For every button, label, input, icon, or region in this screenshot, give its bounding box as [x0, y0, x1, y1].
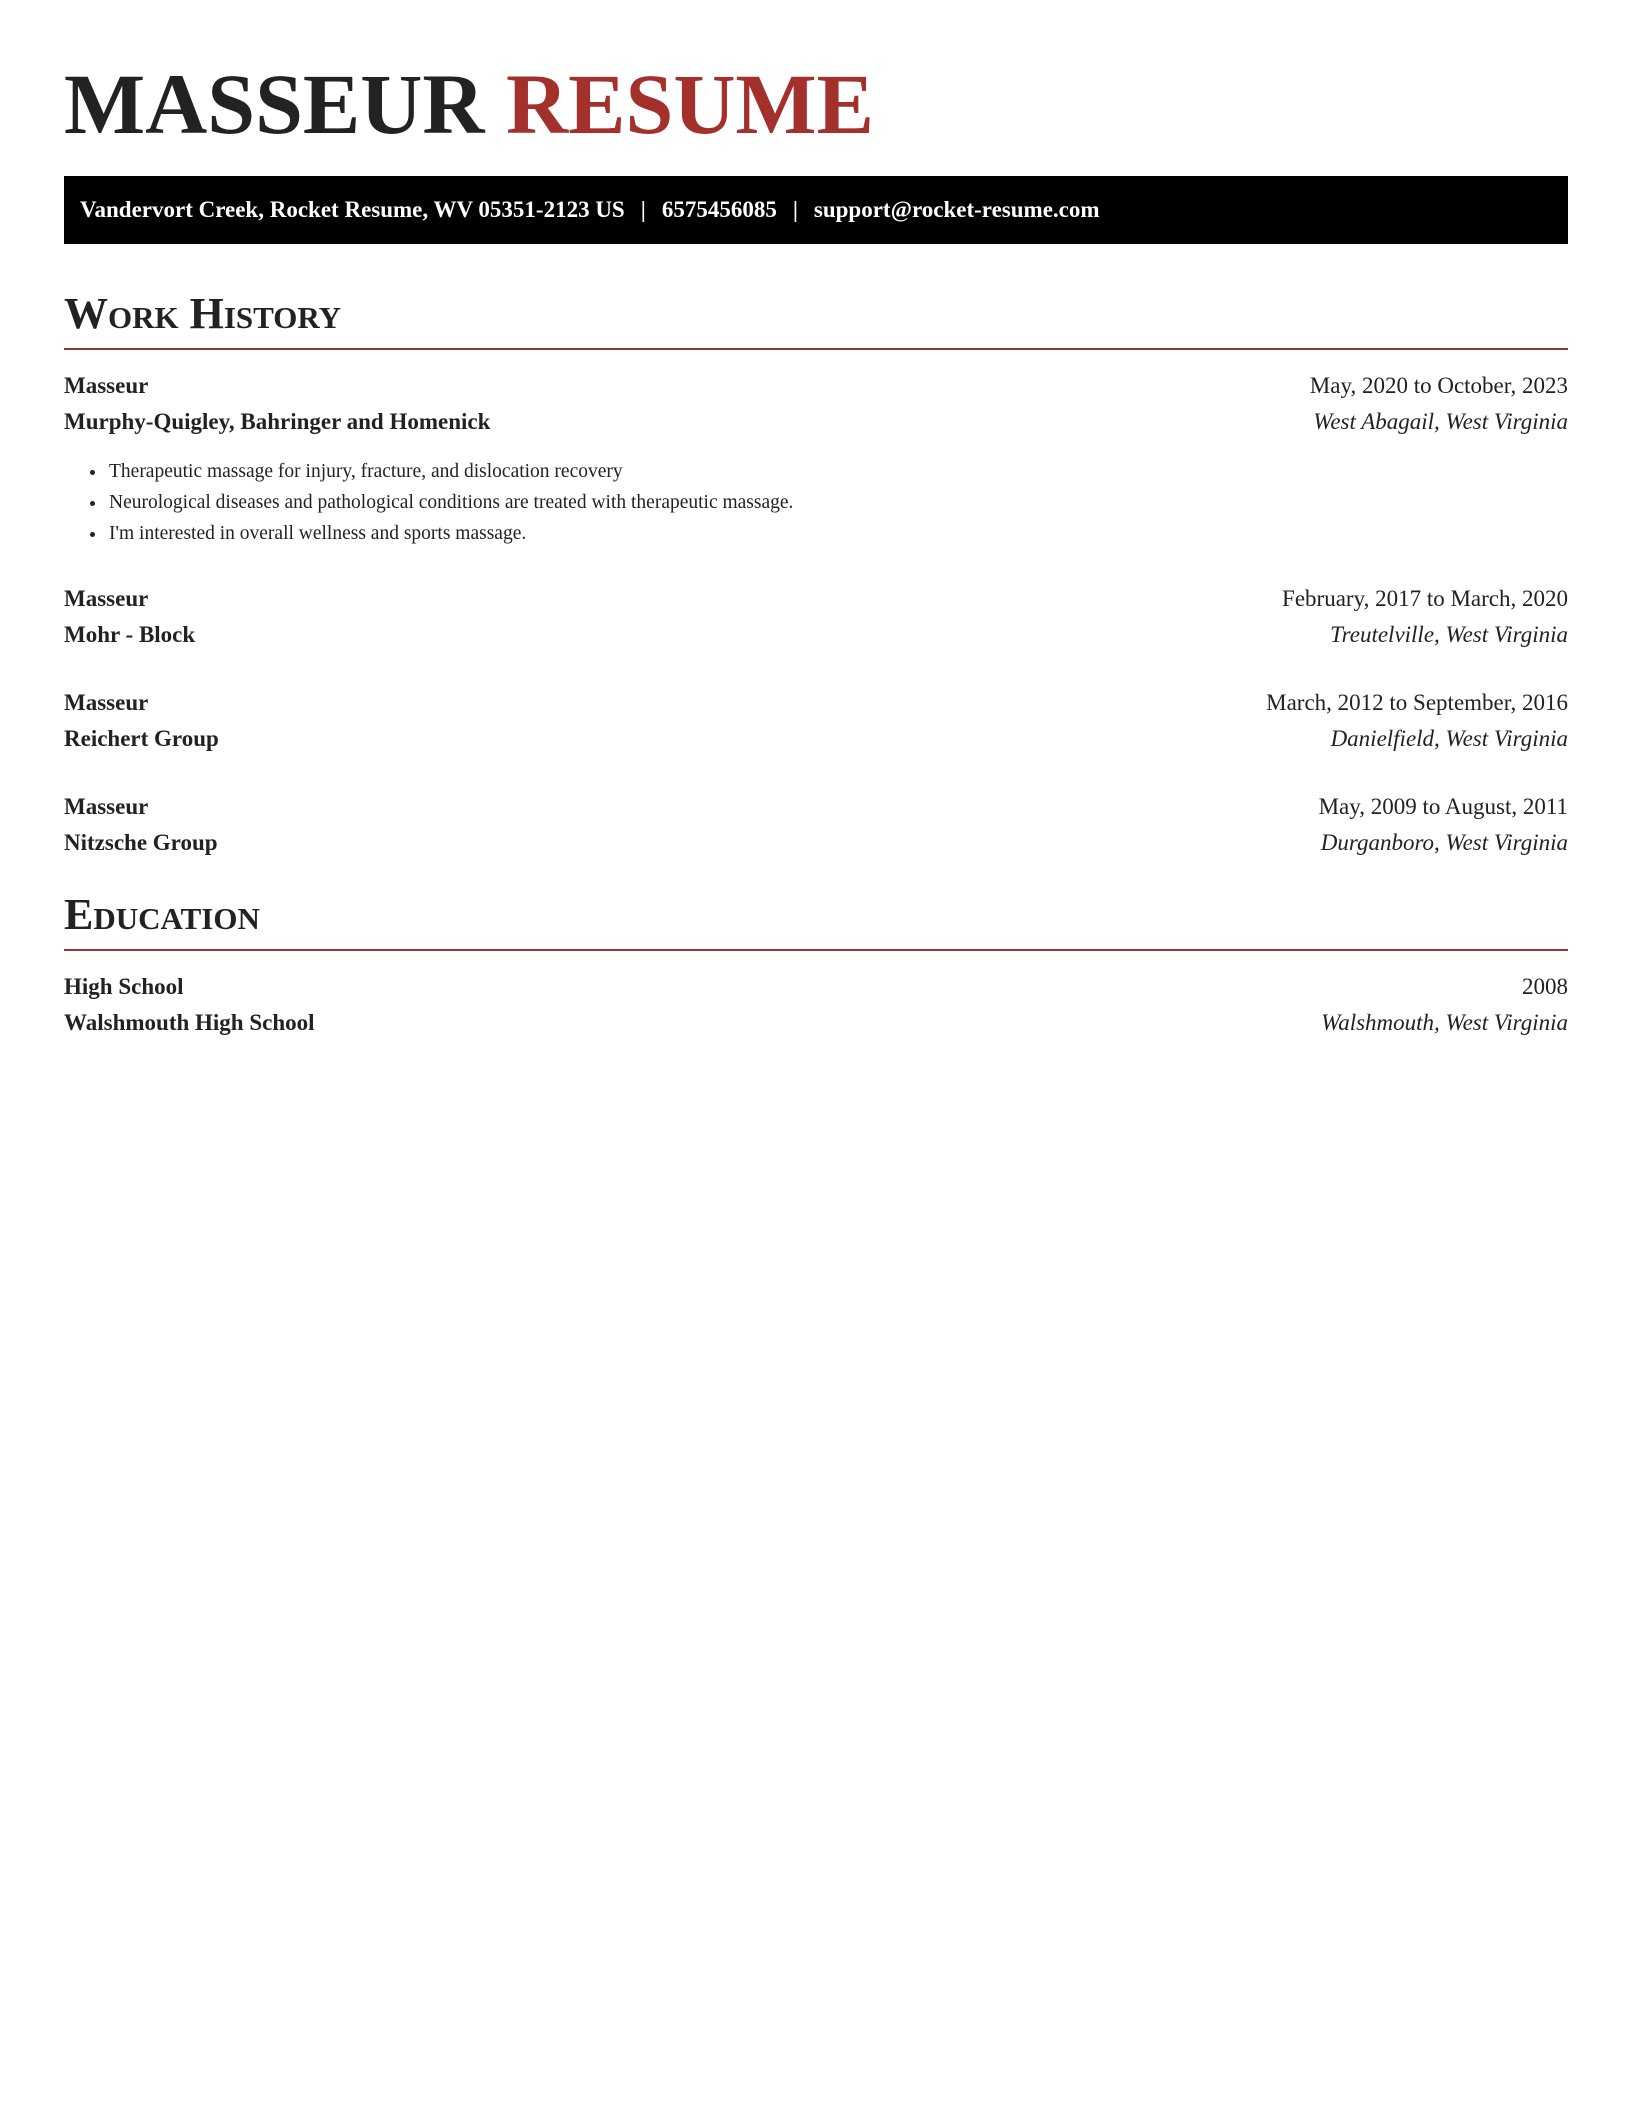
education-year: 2008: [1522, 974, 1568, 999]
job-entry: [64, 685, 1568, 757]
job-duty: • Neurological diseases and pathological conditions are treated with therapeutic massage.: [107, 487, 1568, 518]
job-duty: • I'm interested in overall wellness and sports massage.: [107, 518, 1568, 549]
job-dates: May, 2009 to August, 2011: [1318, 794, 1568, 819]
job-location: Danielfield, West Virginia: [1330, 726, 1568, 751]
education-heading: Education: [64, 889, 1568, 951]
resume-page: [64, 0, 1568, 1041]
job-company: Murphy-Quigley, Bahringer and Homenick: [64, 409, 491, 434]
contact-phone: 6575456085: [661, 197, 777, 222]
job-title: Masseur: [64, 586, 149, 611]
job-entry: [64, 789, 1568, 861]
contact-email: support@rocket-resume.com: [813, 197, 1100, 222]
job-title: Masseur: [64, 794, 149, 819]
resume-title: [64, 0, 1568, 154]
title-second-word: RESUME: [506, 56, 874, 152]
job-duty: • Therapeutic massage for injury, fracture, and dislocation recovery: [107, 456, 1568, 487]
education-degree: High School: [64, 974, 184, 999]
job-company: Reichert Group: [64, 726, 219, 751]
contact-separator: |: [792, 197, 798, 222]
job-location: Treutelville, West Virginia: [1330, 622, 1568, 647]
job-dates: May, 2020 to October, 2023: [1309, 373, 1568, 398]
job-company: Nitzsche Group: [64, 830, 218, 855]
job-dates: March, 2012 to September, 2016: [1266, 690, 1568, 715]
job-company: Mohr - Block: [64, 622, 196, 647]
job-entry: [64, 368, 1568, 549]
work-history-heading: Work History: [64, 288, 1568, 350]
job-title: Masseur: [64, 373, 149, 398]
job-location: West Abagail, West Virginia: [1313, 409, 1568, 434]
education-location: Walshmouth, West Virginia: [1321, 1010, 1568, 1035]
title-first-word: MASSEUR: [64, 56, 485, 152]
job-entry: [64, 581, 1568, 653]
contact-bar: [64, 176, 1568, 244]
job-title: Masseur: [64, 690, 149, 715]
education-school: Walshmouth High School: [64, 1010, 315, 1035]
contact-address: Vandervort Creek, Rocket Resume, WV 05351-2123 US: [80, 197, 625, 222]
job-duties-list: [64, 456, 1568, 549]
contact-separator: |: [640, 197, 646, 222]
education-entry: [64, 969, 1568, 1041]
job-location: Durganboro, West Virginia: [1320, 830, 1568, 855]
job-dates: February, 2017 to March, 2020: [1282, 586, 1568, 611]
